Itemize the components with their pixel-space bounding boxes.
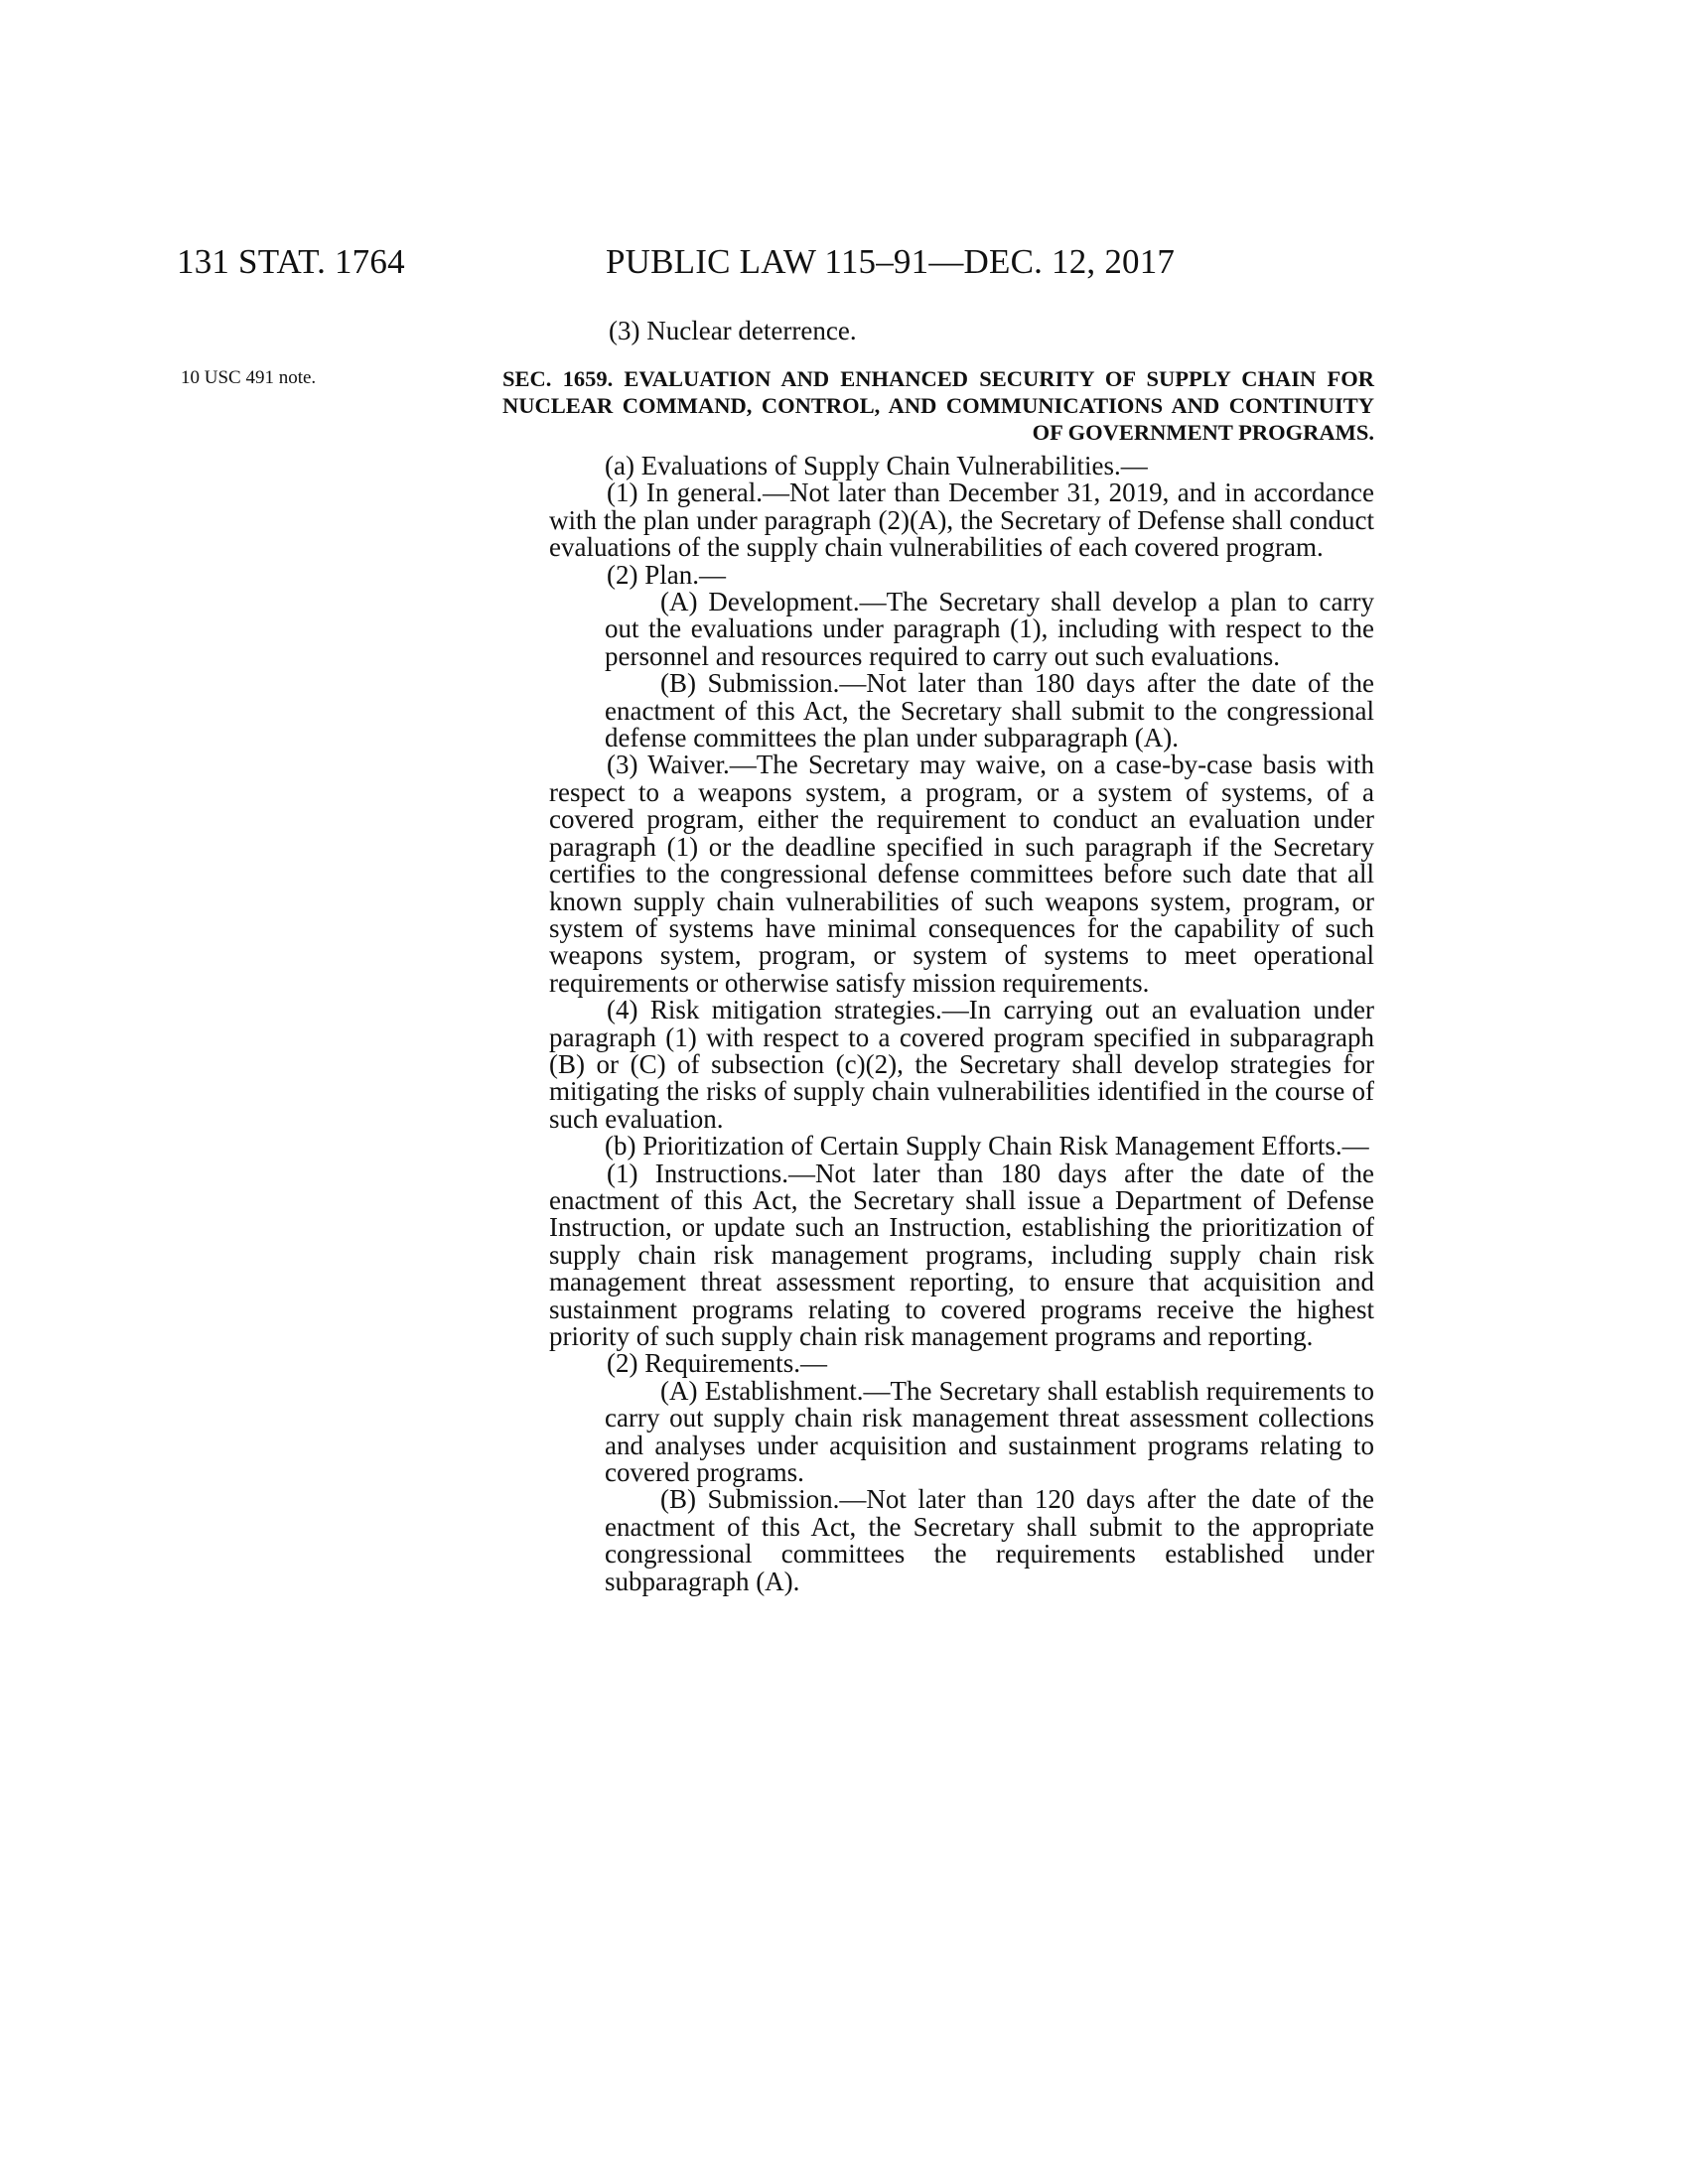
subsection-a-paragraph-4: (4) Risk mitigation strategies.—In carrying out an evaluation under paragraph (1) with respect to a covered program specified in subparagraph (B) or (C) of subsection (c)(2), the Secretary shall develop strategies for mitigating the risks of supply chain vulnerabilities identified in the course of such evaluation. bbox=[549, 995, 1374, 1134]
subsection-b-paragraph-2b: (B) Submission.—Not later than 120 days after the date of the enactment of this Act, the Secretary shall submit to the appropriate congressional committees the requirements established under subparagraph (A). bbox=[605, 1484, 1374, 1596]
subsection-a-heading: (a) Evaluations of Supply Chain Vulnerabilities.— bbox=[605, 451, 1148, 480]
section-heading: SEC. 1659. EVALUATION AND ENHANCED SECURITY OF SUPPLY CHAIN FOR NUCLEAR COMMAND, CONTROL, AND COMMUNICATIONS AND CONTINUITY OF GOVERNMENT PROGRAMS. bbox=[502, 366, 1374, 445]
top-item bbox=[609, 318, 1434, 344]
subsection-a-paragraph-2-heading: (2) Plan.— bbox=[607, 559, 726, 590]
margin-note: 10 USC 491 note. bbox=[181, 367, 317, 388]
subsection-a-paragraph-2a: (A) Development.—The Secretary shall develop a plan to carry out the evaluations under paragraph (1), including with respect to the personnel and resources required to carry out such evaluations. bbox=[605, 587, 1374, 671]
subsection-b-paragraph-2-heading: (2) Requirements.— bbox=[607, 1348, 827, 1379]
subsection-b-heading: (b) Prioritization of Certain Supply Chain Risk Management Efforts.— bbox=[605, 1131, 1369, 1161]
statute-page-number: 131 STAT. 1764 bbox=[177, 242, 405, 281]
subsection-a-paragraph-3: (3) Waiver.—The Secretary may waive, on a case-by-case basis with respect to a weapons system, a program, or a system of systems, of a covered program, either the requirement to conduct an evaluation under paragraph (1) or the deadline specified in such paragraph if the Secretary certifies to the congressional defense committees before such date that all known supply chain vulnerabilities of such weapons system, program, or system of systems have minimal consequences for the capability of such weapons system, program, or system of systems to meet operational requirements or otherwise satisfy mission requirements. bbox=[549, 750, 1374, 998]
item-nuclear-deterrence: (3) Nuclear deterrence. bbox=[609, 316, 857, 345]
running-header-title: PUBLIC LAW 115–91—DEC. 12, 2017 bbox=[606, 242, 1176, 281]
subsection-b-paragraph-1: (1) Instructions.—Not later than 180 days after the date of the enactment of this Act, the Secretary shall issue a Department of Defense Instruction, or update such an Instruction, establishing the prioritization of supply chain risk management programs, including supply chain risk management threat assessment reporting, to ensure that acquisition and sustainment programs relating to covered programs receive the highest priority of such supply chain risk management programs and reporting. bbox=[549, 1158, 1374, 1351]
subsection-b-paragraph-2a: (A) Establishment.—The Secretary shall establish requirements to carry out supply chain risk management threat assessment collections and analyses under acquisition and sustainment programs relating to covered programs. bbox=[605, 1375, 1374, 1488]
subsection-a-paragraph-2b: (B) Submission.—Not later than 180 days after the date of the enactment of this Act, the Secretary shall submit to the congressional defense committees the plan under subparagraph (A). bbox=[605, 668, 1374, 753]
subsection-a-paragraph-1: (1) In general.—Not later than December 31, 2019, and in accordance with the plan under paragraph (2)(A), the Secretary of Defense shall conduct evaluations of the supply chain vulnerabilities of each covered program. bbox=[549, 478, 1374, 563]
section-body bbox=[549, 453, 1374, 1595]
